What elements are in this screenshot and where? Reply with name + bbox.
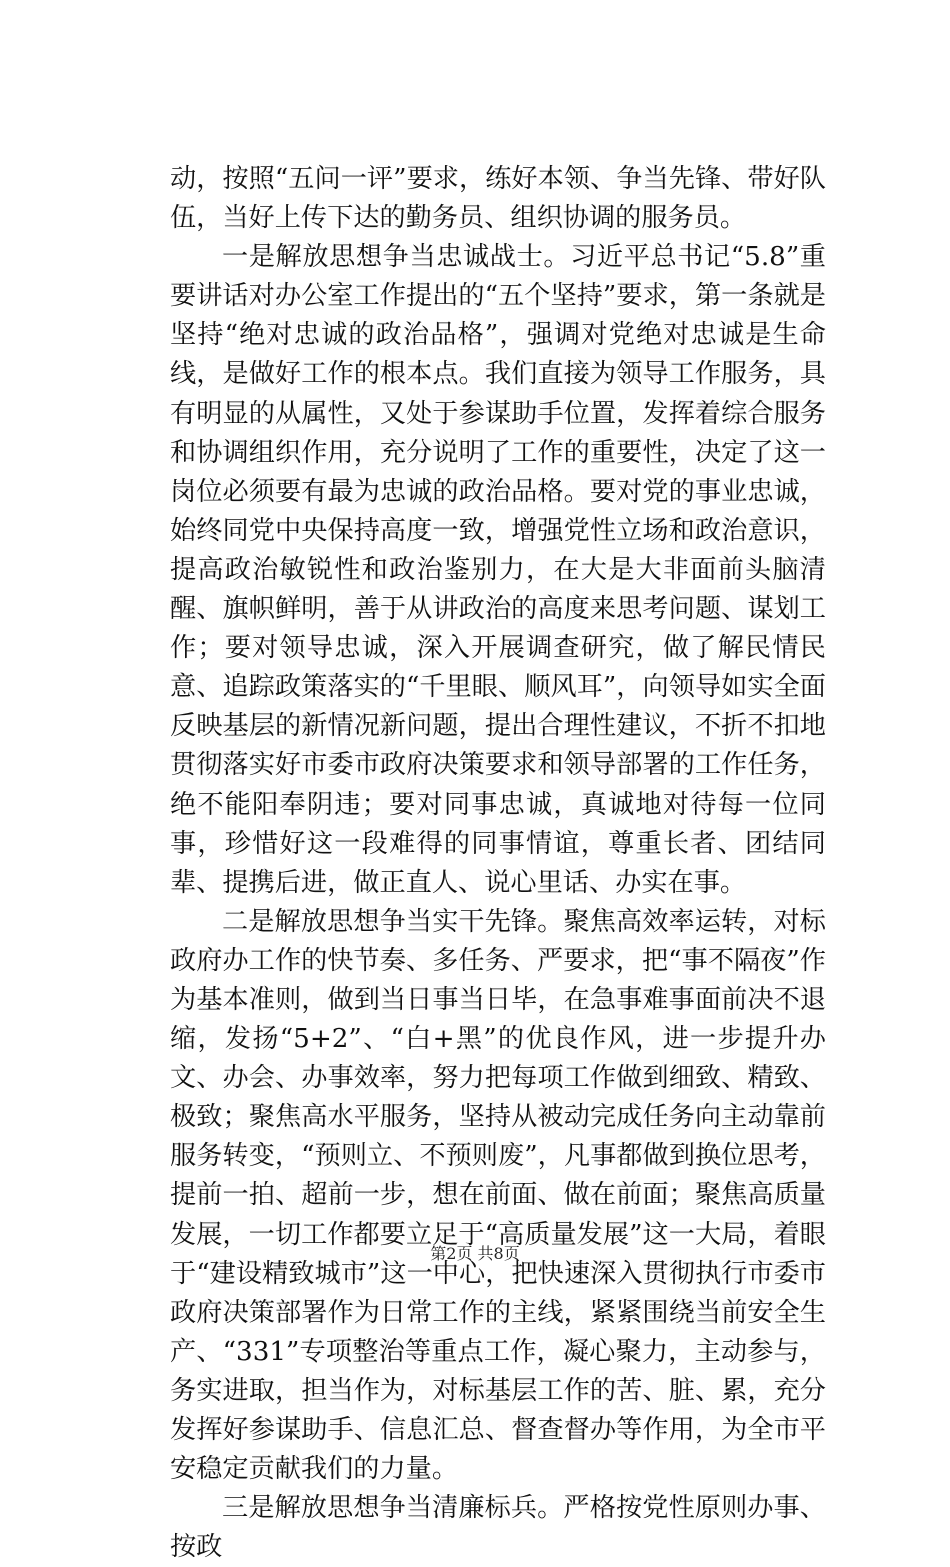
page-footer: 第2页 共8页: [430, 1244, 520, 1263]
body-text: [170, 160, 826, 1567]
paragraph-integrity: 三是解放思想争当清廉标兵。严格按党性原则办事、按政: [170, 1493, 826, 1563]
paragraph-pioneer: 二是解放思想争当实干先锋。聚焦高效率运转，对标政府办工作的快节奏、多任务、严要求，把“事不隔夜”作为基本准则，做到当日事当日毕，在急事难事面前决不退缩，发扬“5+2”、“白+黑”的优良作风，进一步提升办文、办会、办事效率，努力把每项工作做到细致、精致、极致；聚焦高水平服务，坚持从被动完成任务向主动靠前服务转变，“预则立、不预则废”，凡事都做到换位思考，提前一拍、超前一步，想在前面、做在前面；聚焦高质量发展，一切工作都要立足于“高质量发展”这一大局，着眼于“建设精致城市”这一中心，把快速深入贯彻执行市委市政府决策部署作为日常工作的主线，紧紧围绕当前安全生产、“331”专项整治等重点工作，凝心聚力，主动参与，务实进取，担当作为，对标基层工作的苦、脏、累，充分发挥好参谋助手、信息汇总、督查督办等作用，为全市平安稳定贡献我们的力量。: [170, 906, 826, 1485]
paragraph-loyal-soldier: 一是解放思想争当忠诚战士。习近平总书记“5.8”重要讲话对办公室工作提出的“五个坚持”要求，第一条就是坚持“绝对忠诚的政治品格”，强调对党绝对忠诚是生命线，是做好工作的根本点。我们直接为领导工作服务，具有明显的从属性，又处于参谋助手位置，发挥着综合服务和协调组织作用，充分说明了工作的重要性，决定了这一岗位必须要有最为忠诚的政治品格。要对党的事业忠诚，始终同党中央保持高度一致，增强党性立场和政治意识，提高政治敏锐性和政治鉴别力，在大是大非面前头脑清醒、旗帜鲜明，善于从讲政治的高度来思考问题、谋划工作；要对领导忠诚，深入开展调查研究，做了解民情民意、追踪政策落实的“千里眼、顺风耳”，向领导如实全面反映基层的新情况新问题，提出合理性建议，不折不扣地贯彻落实好市委市政府决策要求和领导部署的工作任务，绝不能阳奉阴违；要对同事忠诚，真诚地对待每一位同事，珍惜好这一段难得的同事情谊，尊重长者、团结同辈、提携后进，做正直人、说心里话、办实在事。: [170, 242, 826, 898]
paragraph-continuation: 动，按照“五问一评”要求，练好本领、争当先锋、带好队伍，当好上传下达的勤务员、组织协调的服务员。: [170, 164, 826, 234]
